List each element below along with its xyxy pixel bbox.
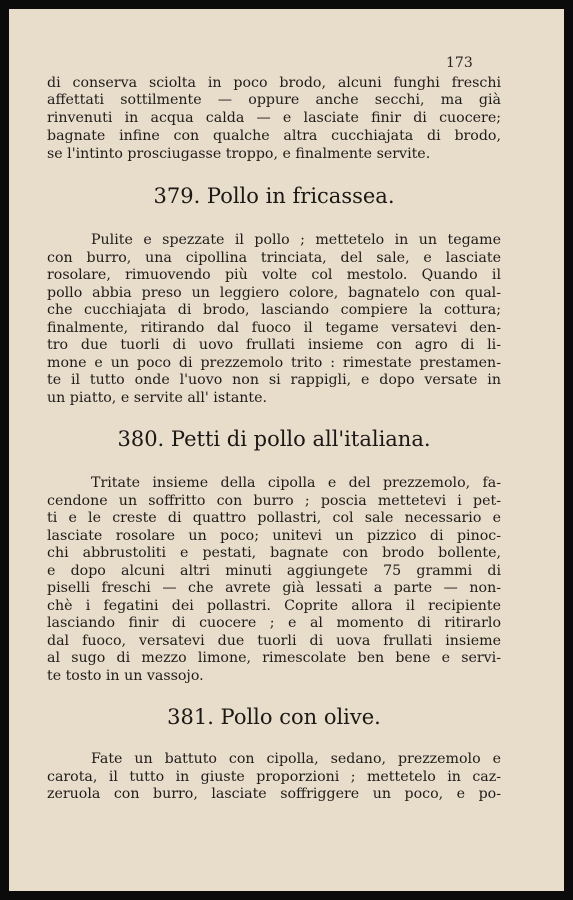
text-line: Tritate insieme della cipolla e del prezzemolo, fa- <box>91 475 501 491</box>
text-line: un piatto, e servite all' istante. <box>47 390 268 406</box>
text-line: cendone un soffritto con burro ; poscia mettetevi i pet- <box>47 493 501 509</box>
text-line: zeruola con burro, lasciate soffriggere un poco, e po- <box>47 786 501 802</box>
text-line: dal fuoco, versatevi due tuorli di uova frullati insieme <box>47 633 501 649</box>
text-line: finalmente, ritirando dal fuoco il tegame versatevi den- <box>47 320 501 336</box>
text-line: ti e le creste di quattro pollastri, col sale necessario e <box>47 510 501 526</box>
text-line: bagnate infine con qualche altra cucchiajata di brodo, <box>47 128 501 144</box>
recipe-title: 381. Pollo con olive. <box>167 705 381 729</box>
text-line: chè i fegatini dei pollastri. Coprite allora il recipiente <box>47 598 501 614</box>
book-page <box>9 9 564 891</box>
recipe-title: 380. Petti di pollo all'italiana. <box>117 427 431 451</box>
recipe-title: 379. Pollo in fricassea. <box>153 184 395 208</box>
text-line: Fate un battuto con cipolla, sedano, prezzemolo e <box>91 751 501 767</box>
text-line: mone e un poco di prezzemolo trito : rimestate prestamen- <box>47 355 501 371</box>
text-line: rinvenuti in acqua calda — e lasciate finir di cuocere; <box>47 110 501 126</box>
text-line: pollo abbia preso un leggiero colore, bagnatelo con qual- <box>47 285 501 301</box>
text-line: che cucchiajata di brodo, lasciando compiere la cottura; <box>47 302 501 318</box>
text-line: te tosto in un vassojo. <box>47 668 204 684</box>
text-line: di conserva sciolta in poco brodo, alcuni funghi freschi <box>47 75 501 91</box>
text-line: al sugo di mezzo limone, rimescolate ben bene e servi- <box>47 650 501 666</box>
text-line: tro due tuorli di uovo frullati insieme con agro di li- <box>47 337 501 353</box>
text-line: affettati sottilmente — oppure anche secchi, ma già <box>47 92 501 108</box>
text-line: con burro, una cipollina trinciata, del sale, e lasciate <box>47 250 501 266</box>
text-line: piselli freschi — che avrete già lessati a parte — non- <box>47 580 501 596</box>
text-line: lasciate rosolare un poco; unitevi un pizzico di pinoc- <box>47 528 501 544</box>
page-number: 173 <box>446 55 473 71</box>
text-line: lasciando finir di cuocere ; e al momento di ritirarlo <box>47 615 501 631</box>
text-line: chi abbrustoliti e pestati, bagnate con brodo bollente, <box>47 545 501 561</box>
text-line: e dopo alcuni altri minuti aggiungete 75 grammi di <box>47 563 501 579</box>
text-line: se l'intinto prosciugasse troppo, e finalmente servite. <box>47 146 431 162</box>
text-line: te il tutto onde l'uovo non si rappigli, e dopo versate in <box>47 372 501 388</box>
text-line: carota, il tutto in giuste proporzioni ; mettetelo in caz- <box>47 769 501 785</box>
text-line: rosolare, rimuovendo più volte col mestolo. Quando il <box>47 267 501 283</box>
text-line: Pulite e spezzate il pollo ; mettetelo in un tegame <box>91 232 501 248</box>
